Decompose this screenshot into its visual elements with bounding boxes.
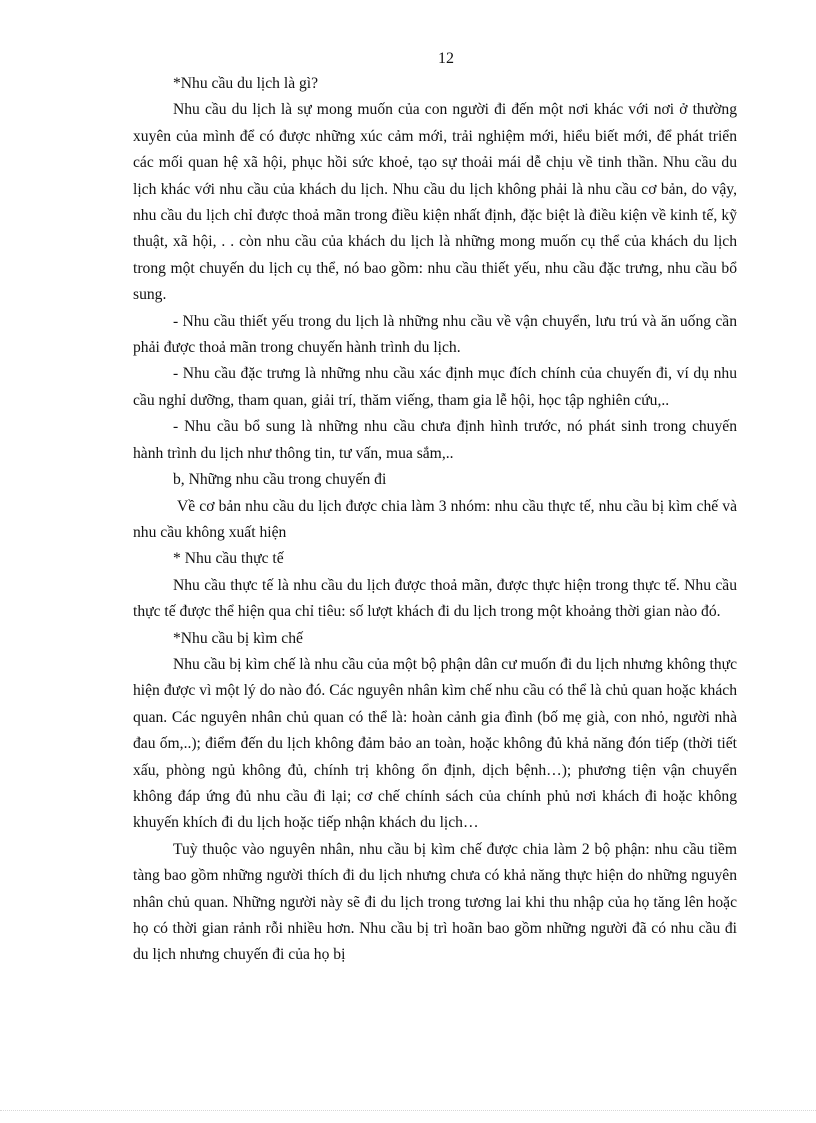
paragraph-definition: Nhu cầu du lịch là sự mong muốn của con người đi đến một nơi khác với nơi ở thường xuyên của mình để có được những xúc cảm mới, trải nghiệm mới, hiểu biết mới, để phát triển các mối quan hệ xã hội, phục hồi sức khoẻ, tạo sự thoải mái dễ chịu về tinh thần. Nhu cầu du lịch khác với nhu cầu của khách du lịch. Nhu cầu du lịch không phải là nhu cầu cơ bản, do vậy, nhu cầu du lịch chỉ được thoả mãn trong điều kiện nhất định, đặc biệt là điều kiện về kinh tế, kỹ thuật, xã hội, . . còn nhu cầu của khách du lịch là những mong muốn cụ thể của khách du lịch trong một chuyến du lịch cụ thể, nó bao gồm: nhu cầu thiết yếu, nhu cầu đặc trưng, nhu cầu bổ sung.: [133, 101, 737, 304]
heading-tourism-demand: *Nhu cầu du lịch là gì?: [173, 75, 319, 92]
paragraph-essential-needs: - Nhu cầu thiết yếu trong du lịch là những nhu cầu về vận chuyển, lưu trú và ăn uống cần phải được thoả mãn trong chuyến hành trình du lịch.: [133, 312, 737, 357]
paragraph-restrained-demand: Nhu cầu bị kìm chế là nhu cầu của một bộ phận dân cư muốn đi du lịch nhưng không thực hiện được vì một lý do nào đó. Các nguyên nhân kìm chế nhu cầu có thể là chủ quan hoặc khách quan. Các nguyên nhân chủ quan có thể là: hoàn cảnh gia đình (bố mẹ già, con nhỏ, người nhà đau ốm,..); điểm đến du lịch không đảm bảo an toàn, hoặc không đủ khả năng đón tiếp (thời tiết xấu, phòng ngủ không đủ, chính trị không ổn định, dịch bệnh…); phương tiện vận chuyển không đáp ứng đủ nhu cầu đi lại; cơ chế chính sách của chính phủ nơi khách đi hoặc không khuyến khích đi du lịch hoặc tiếp nhận khách du lịch…: [133, 655, 737, 832]
document-body: [133, 71, 737, 969]
heading-actual-demand: * Nhu cầu thực tế: [173, 550, 284, 568]
paragraph-actual-demand: Nhu cầu thực tế là nhu cầu du lịch được thoả mãn, được thực hiện trong thực tế. Nhu cầu thực tế được thể hiện qua chỉ tiêu: số lượt khách đi du lịch trong một khoảng thời gian nào đó.: [133, 576, 737, 621]
paragraph-three-groups: Về cơ bản nhu cầu du lịch được chia làm 3 nhóm: nhu cầu thực tế, nhu cầu bị kìm chế và nhu cầu không xuất hiện: [133, 497, 737, 541]
paragraph-supplementary-needs: - Nhu cầu bổ sung là những nhu cầu chưa định hình trước, nó phát sinh trong chuyến hành trình du lịch như thông tin, tư vấn, mua sắm,..: [133, 418, 737, 462]
page-bottom-border: [0, 1110, 816, 1111]
heading-restrained-demand: *Nhu cầu bị kìm chế: [173, 629, 303, 647]
page-number: 12: [438, 50, 454, 67]
paragraph-restrained-parts: Tuỳ thuộc vào nguyên nhân, nhu cầu bị kìm chế được chia làm 2 bộ phận: nhu cầu tiềm tàng bao gồm những người thích đi du lịch nhưng chưa có khả năng thực hiện do những nguyên nhân chủ quan. Những người này sẽ đi du lịch trong tương lai khi thu nhập của họ tăng lên hoặc họ có thời gian rảnh rỗi nhiều hơn. Nhu cầu bị trì hoãn bao gồm những người đã có nhu cầu đi du lịch nhưng chuyến đi của họ bị: [133, 840, 737, 964]
heading-needs-during-trip: b, Những nhu cầu trong chuyến đi: [173, 471, 387, 489]
paragraph-specific-needs: - Nhu cầu đặc trưng là những nhu cầu xác định mục đích chính của chuyến đi, ví dụ nhu cầu nghỉ dưỡng, tham quan, giải trí, thăm viếng, tham gia lễ hội, học tập nghiên cứu,..: [133, 365, 737, 409]
